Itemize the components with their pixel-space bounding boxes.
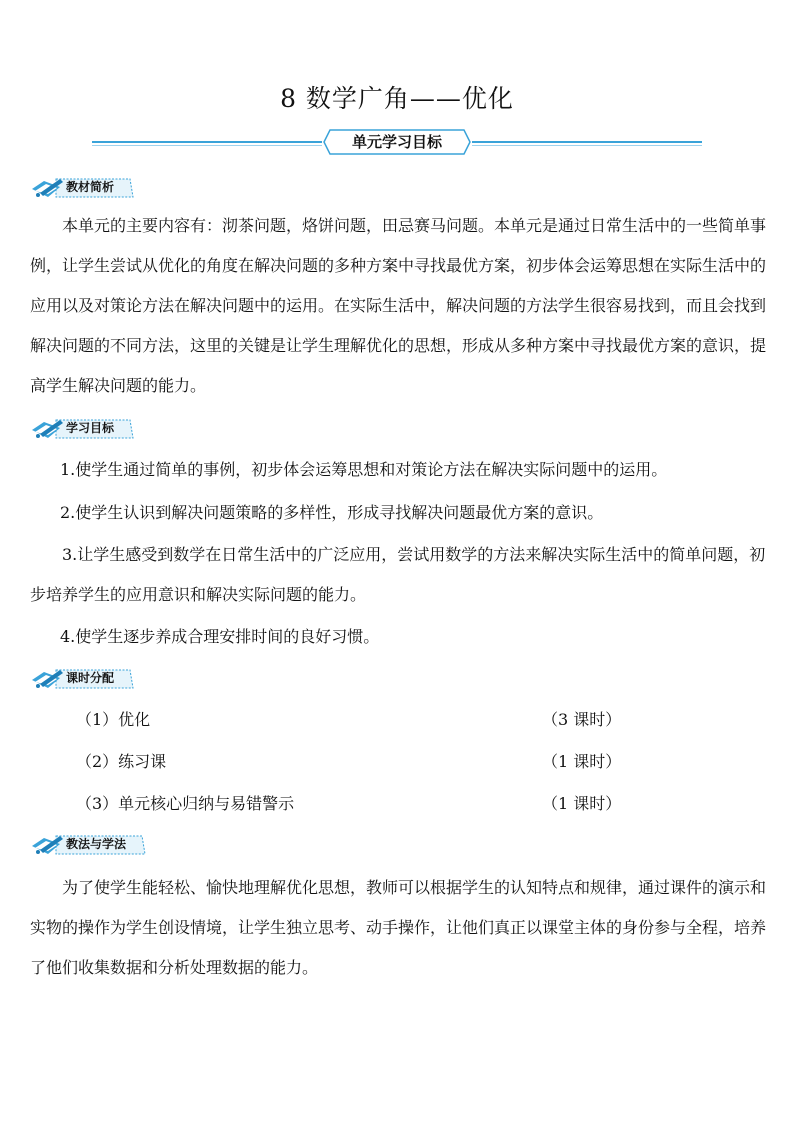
goal-item-4: 4.使学生逐步养成合理安排时间的良好习惯。: [60, 627, 380, 646]
schedule-row: [76, 708, 676, 732]
section-header-goals: [30, 416, 134, 442]
schedule-hours: （3 课时）: [542, 710, 622, 729]
section-label: 教法与学法: [66, 837, 127, 851]
schedule-row: [76, 750, 676, 774]
banner-title: 单元学习目标: [351, 133, 442, 151]
section-header-schedule: [30, 666, 134, 692]
schedule-lesson: （2）练习课: [76, 752, 167, 771]
section-label: 课时分配: [66, 671, 115, 685]
page-title: 8 数学广角——优化: [280, 84, 514, 113]
textbook-paragraph: 本单元的主要内容有：沏茶问题，烙饼问题，田忌赛马问题。本单元是通过日常生活中的一些简单事例，让学生尝试从优化的角度在解决问题的多种方案中寻找最优方案，初步体会运筹思想在实际生活中的应用以及对策论方法在解决问题中的运用。在实际生活中，解决问题的方法学生很容易找到，而且会找到解决问题的不同方法，这里的关键是让学生理解优化的思想，形成从多种方案中寻找最优方案的意识，提高学生解决问题的能力。: [30, 216, 767, 395]
schedule-lesson: （3）单元核心归纳与易错警示: [76, 794, 295, 813]
goal-item-2: 2.使学生认识到解决问题策略的多样性，形成寻找解决问题最优方案的意识。: [60, 503, 604, 522]
schedule-lesson: （1）优化: [76, 710, 151, 729]
schedule-hours: （1 课时）: [542, 752, 622, 771]
goal-item-3: 3.让学生感受到数学在日常生活中的广泛应用，尝试用数学的方法来解决实际生活中的简单问题，初步培养学生的应用意识和解决实际问题的能力。: [30, 545, 766, 604]
schedule-hours: （1 课时）: [542, 794, 622, 813]
schedule-row: [76, 792, 676, 816]
section-label: 学习目标: [66, 421, 115, 435]
section-label: 教材简析: [66, 180, 115, 194]
section-header-textbook: [30, 175, 134, 201]
goal-item-1: 1.使学生通过简单的事例，初步体会运筹思想和对策论方法在解决实际问题中的运用。: [60, 460, 668, 479]
section-header-methods: [30, 832, 146, 858]
methods-paragraph: 为了使学生能轻松、愉快地理解优化思想，教师可以根据学生的认知特点和规律，通过课件的演示和实物的操作为学生创设情境，让学生独立思考、动手操作，让他们真正以课堂主体的身份参与全程，培养了他们收集数据和分析处理数据的能力。: [30, 878, 767, 977]
